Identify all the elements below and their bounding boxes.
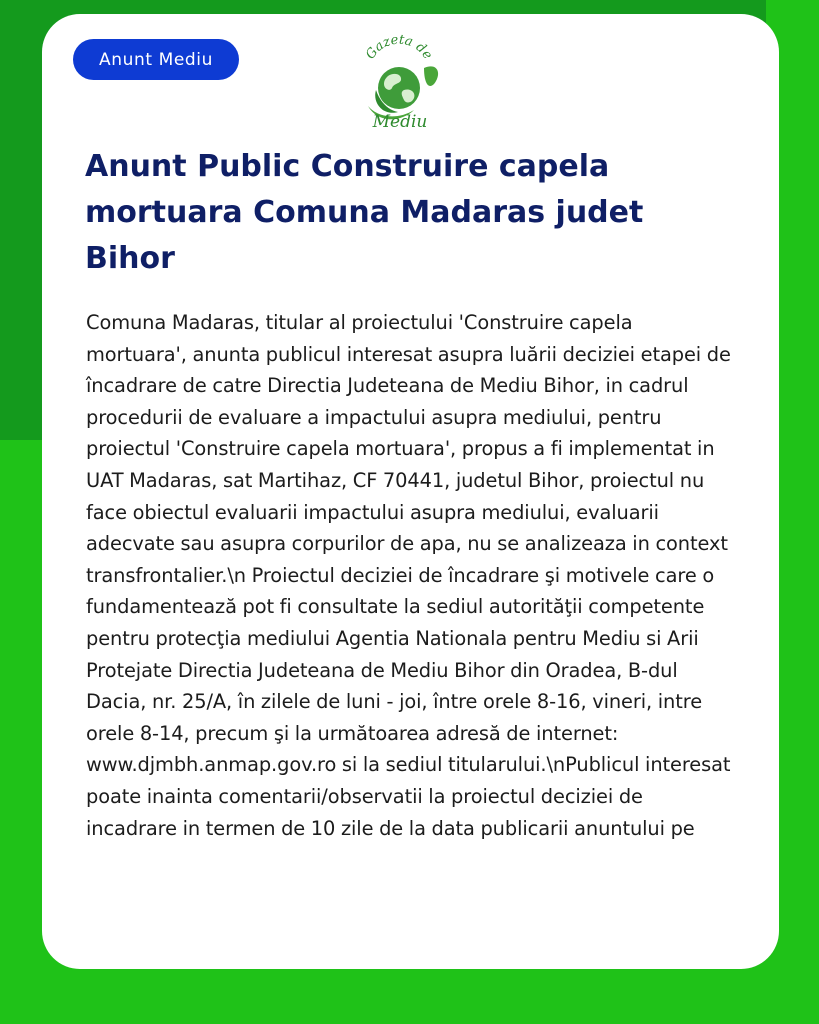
logo-text-top: Gazeta de: [363, 32, 436, 63]
article-body: Comuna Madaras, titular al proiectului 'Construire capela mortuara', anunta publicul interesat asupra luării deciziei etapei de încadrare de catre Directia Judeteana de Mediu Bihor, in cadrul procedurii de evaluare a impactului asupra mediului, pentru proiectul 'Construire capela mortuara', propus a fi implementat in UAT Madaras, sat Martihaz, CF 70441, judetul Bihor, proiectul nu face obiectul evaluarii impactului asupra mediului, evaluarii adecvate sau asupra corpurilor de apa, nu se analizeaza in context transfrontalier.\n Proiectul deciziei de încadrare şi motivele care o fundamentează pot fi consultate la sediul autorităţii competente pentru protecţia mediului Agentia Nationala pentru Mediu si Arii Protejate Directia Judeteana de Mediu Bihor din Oradea, B-dul Dacia, nr. 25/A, în zilele de luni - joi, între orele 8-16, vineri, intre orele 8-14, precum şi la următoarea adresă de internet: www.djmbh.anmap.gov.ro si la sediul titularului.\nPublicul interesat poate inainta comentarii/observatii la proiectul deciziei de incadrare in termen de 10 zile de la data publicarii anuntului pe: [86, 311, 731, 840]
svg-text:Gazeta de: [363, 32, 435, 62]
post-card: [42, 14, 779, 969]
article-title: Anunt Public Construire capela mortuara Comuna Madaras judet Bihor: [85, 149, 644, 276]
logo-text-bottom: Mediu: [372, 112, 428, 132]
category-badge[interactable]: Anunt Mediu: [73, 39, 239, 80]
gazeta-de-mediu-logo: [354, 26, 442, 132]
